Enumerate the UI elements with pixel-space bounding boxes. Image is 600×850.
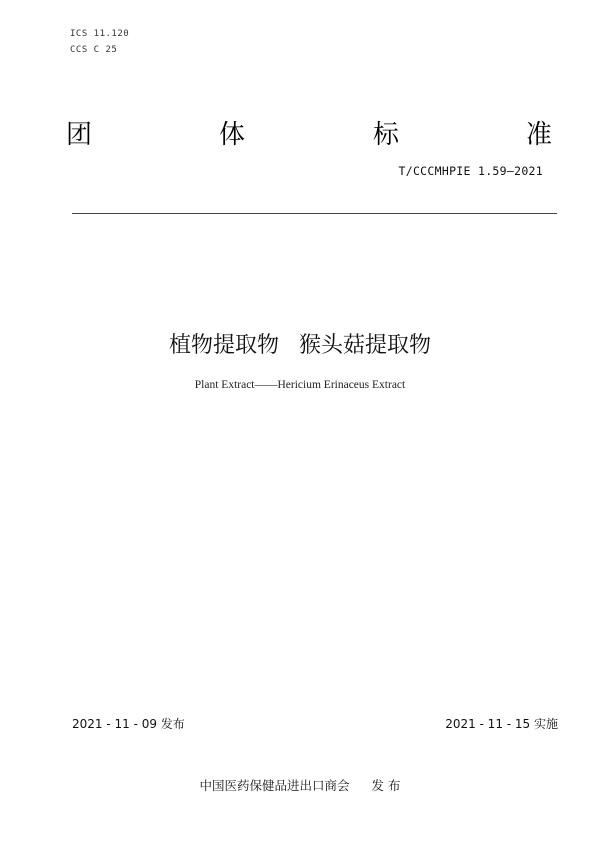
- standard-type-char-1: 团: [66, 120, 93, 150]
- implementation-date: 2021 - 11 - 15 实施: [445, 717, 558, 731]
- title-cn-part1: 植物提取物: [168, 333, 279, 358]
- ics-code: ICS 11.120: [70, 29, 130, 39]
- standard-type-char-3: 标: [373, 120, 400, 150]
- issue-date: 2021 - 11 - 09 发布: [72, 717, 185, 731]
- title-cn-part2: 猴头菇提取物: [299, 333, 432, 358]
- standard-type-char-2: 体: [219, 120, 246, 150]
- publisher-org: 中国医药保健品进出口商会: [199, 778, 350, 793]
- ccs-code: CCS C 25: [70, 45, 118, 55]
- document-title-cn: [0, 328, 600, 359]
- publisher-action: 发 布: [371, 778, 401, 793]
- document-title-en: Plant Extract——Hericium Erinaceus Extract: [194, 379, 406, 391]
- publisher-line: [0, 776, 600, 794]
- standard-type-char-4: 准: [526, 120, 553, 150]
- standard-code: T/CCCMHPIE 1.59—2021: [398, 164, 543, 178]
- header-divider: [72, 213, 557, 214]
